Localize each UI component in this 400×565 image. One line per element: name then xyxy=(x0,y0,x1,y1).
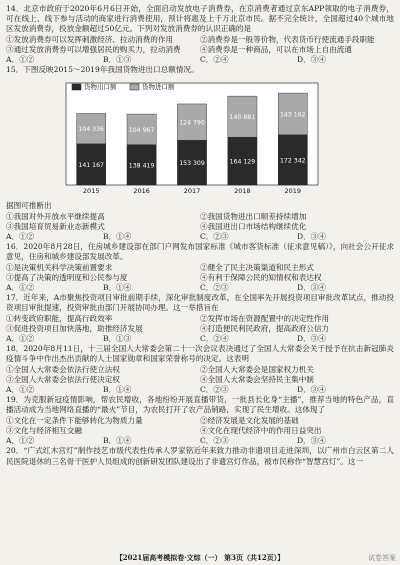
question-20 xyxy=(4,446,396,466)
option-c: C．②③ xyxy=(200,385,229,395)
statement: ②全国人大常委会是国家权力机关 xyxy=(200,364,314,374)
question-19 xyxy=(4,395,396,446)
statement: ④我国进出口市场结构继续优化 xyxy=(200,221,307,231)
statement-list xyxy=(6,314,394,334)
option-c: C．②④ xyxy=(200,334,229,344)
option-d: D．③④ xyxy=(297,55,326,65)
question-stem: 19．为克服新冠疫情影响，帮农民增收，各地纷纷开展直播带货，一批县长化身“主播”，推荐当地的特色产品，直播活动成为当地网络直播的“最火”节目，为农民打开了农产品销路，实现了民生增收。这体现了 xyxy=(6,395,394,415)
option-d: D．③④ xyxy=(297,232,326,242)
x-tick-label: 2018 xyxy=(234,187,251,196)
answer-options xyxy=(6,55,394,65)
data-label: 153 309 xyxy=(179,160,205,168)
question-14 xyxy=(4,4,396,65)
watermark: 试卷答案 xyxy=(368,554,396,562)
legend-swatch xyxy=(72,84,81,90)
statement: ①文化在一定条件下能够转化为物质力量 xyxy=(6,415,143,425)
option-c: C．②④ xyxy=(200,55,229,65)
stacked-bar-chart xyxy=(6,77,326,199)
data-label: 124 790 xyxy=(179,120,205,128)
answer-options xyxy=(6,385,394,395)
statement: ③全国人大常委会依法行使决定权 xyxy=(6,374,120,384)
statement: ②消费券是一般等价物，代表货币行使流通手段职能 xyxy=(200,34,375,44)
answer-options xyxy=(6,334,394,344)
option-a: A．①② xyxy=(6,283,35,293)
statement: ②我国货物进出口顺差持续增加 xyxy=(200,211,307,221)
statement: ①转变政府职能，提高行政效率 xyxy=(6,313,113,323)
question-stem: 20．“广式红木宫灯”制作技艺市级代表性传承人罗家铭近年来致力推动非遗项目走进深圳，以广州市白云区第二人民医院退休的三名骨干医护人员组成的创新研发团队建设出了非遗宫灯作品，被市民称作“智慧宫灯”。这一 xyxy=(6,446,394,466)
legend-label: 货物出口额 xyxy=(84,83,117,92)
option-b: B．①④ xyxy=(103,283,132,293)
question-followup: 据图可推断出 xyxy=(6,201,52,211)
question-stem: 14．北京市政府于2020年6月6日开始，全面启动发放电子消费券，在京消费者通过京东APP领取的电子消费券，可在线上、线下参与活动的商家进行消费使用，预计将惠及上千万北京市民。据不完全统计，全国超过40个城市地区发放消费券，投放金额超过50亿元。下列对发放消费券的认识正确的是 xyxy=(6,4,394,34)
option-d: D．③④ xyxy=(297,385,326,395)
statement: ②健全了民主决策渠道和民主形式 xyxy=(200,262,314,272)
data-label: 141 167 xyxy=(78,162,104,170)
statement: ①我国对外开放水平继续提高 xyxy=(6,211,105,221)
x-tick-label: 2016 xyxy=(133,187,150,196)
question-16 xyxy=(4,242,396,293)
question-17 xyxy=(4,293,396,344)
answer-options xyxy=(6,283,394,293)
x-tick-label: 2017 xyxy=(183,187,201,196)
statement: ③促进投资项目加快落地，助推经济发展 xyxy=(6,323,143,333)
data-label: 104 336 xyxy=(78,126,104,134)
option-c: C．②③ xyxy=(200,232,229,242)
statement: ④打造便民利民政府，提高政府公信力 xyxy=(200,323,330,333)
answer-options xyxy=(6,232,394,242)
statement: ①发放消费券可以发挥刺激经济、拉动消费的作用 xyxy=(6,34,174,44)
question-15 xyxy=(4,65,396,242)
option-c: C．②③ xyxy=(200,436,229,446)
trade-chart xyxy=(6,77,394,199)
statement: ③通过发放消费券可以增强居民的购买力，拉动消费 xyxy=(6,44,181,54)
option-a: A．①② xyxy=(6,436,35,446)
option-b: B．①④ xyxy=(103,232,132,242)
x-tick-label: 2015 xyxy=(82,187,100,196)
option-c: C．②③ xyxy=(200,283,229,293)
statement: ②发挥市场在资源配置中的决定性作用 xyxy=(200,313,330,323)
statement: ③文化与经济相互交融 xyxy=(6,425,82,435)
statement: ④有利于保障公民的知情权和表达权 xyxy=(200,272,322,282)
statement: ④消费券是一种商品，可以在市场上自由流通 xyxy=(200,44,352,54)
option-d: D．③④ xyxy=(297,334,326,344)
page-footer: 【2021届高考模拟卷·文综（一） 第3页（共12页）】 xyxy=(115,553,285,562)
statement-list xyxy=(6,416,394,436)
statement: ③提高了决策的透明度和公民参与度 xyxy=(6,272,128,282)
answer-options xyxy=(6,436,394,446)
statement: ①是决策机关科学决策前置要求 xyxy=(6,262,113,272)
exam-page xyxy=(4,0,396,565)
statement-list xyxy=(6,263,394,283)
option-a: A．①② xyxy=(6,55,35,65)
option-d: D．③④ xyxy=(297,283,326,293)
option-b: B．①④ xyxy=(103,385,132,395)
statement: ②经济发展是文化发展的基础 xyxy=(200,415,299,425)
legend-swatch xyxy=(130,84,139,90)
x-tick-label: 2019 xyxy=(284,187,302,196)
data-label: 104 967 xyxy=(128,127,155,135)
data-label: 172 342 xyxy=(280,157,306,165)
question-stem: 16．2020年8月28日，住房城乡建设部在部门户网发布国家标准《城市客货标准（征求意见稿）》，向社会公开征求意见，住房和城乡建设部发展改革。 xyxy=(6,242,394,262)
statement: ③我国培育贸易新业态新模式 xyxy=(6,221,105,231)
data-label: 143 162 xyxy=(280,111,306,119)
option-a: A．①② xyxy=(6,385,35,395)
option-b: B．①③ xyxy=(103,334,132,344)
data-label: 140 881 xyxy=(229,114,256,122)
question-stem: 17．近年来，A市聚焦投资项目审批前期手续，深化审批制度改革，在全国率先开展投资项目审批改革试点，推动投资项目审批提速，投资审批由部门开展协同办理。这一举措旨在 xyxy=(6,293,394,313)
option-b: B．①③ xyxy=(103,55,132,65)
question-stem: 18．2020年8月11日，十三届全国人大常委会第二十一次会议表决通过了全国人大常委会关于授予在抗击新冠肺炎疫情斗争中作出杰出贡献的人士国家勋章和国家荣誉称号的决定。这表明 xyxy=(6,344,394,364)
option-a: A．①② xyxy=(6,334,35,344)
statement: ④文化在现代经济中的作用日益突出 xyxy=(200,425,322,435)
data-label: 138 419 xyxy=(128,162,155,170)
option-d: D．③④ xyxy=(297,436,326,446)
statement: ④全国人大常委会坚持民主集中制 xyxy=(200,374,314,384)
statement-list xyxy=(6,35,394,55)
statement: ①全国人大常委会依法行使立法权 xyxy=(6,364,120,374)
option-b: B．①④ xyxy=(103,436,132,446)
data-label: 164 129 xyxy=(229,159,256,167)
legend-label: 货物进口额 xyxy=(142,83,175,92)
statement-list xyxy=(6,212,394,232)
question-18 xyxy=(4,344,396,395)
question-stem: 15．下图反映2015～2019年我国货物进出口总额情况。 xyxy=(6,65,199,75)
option-a: A．①② xyxy=(6,232,35,242)
statement-list xyxy=(6,365,394,385)
